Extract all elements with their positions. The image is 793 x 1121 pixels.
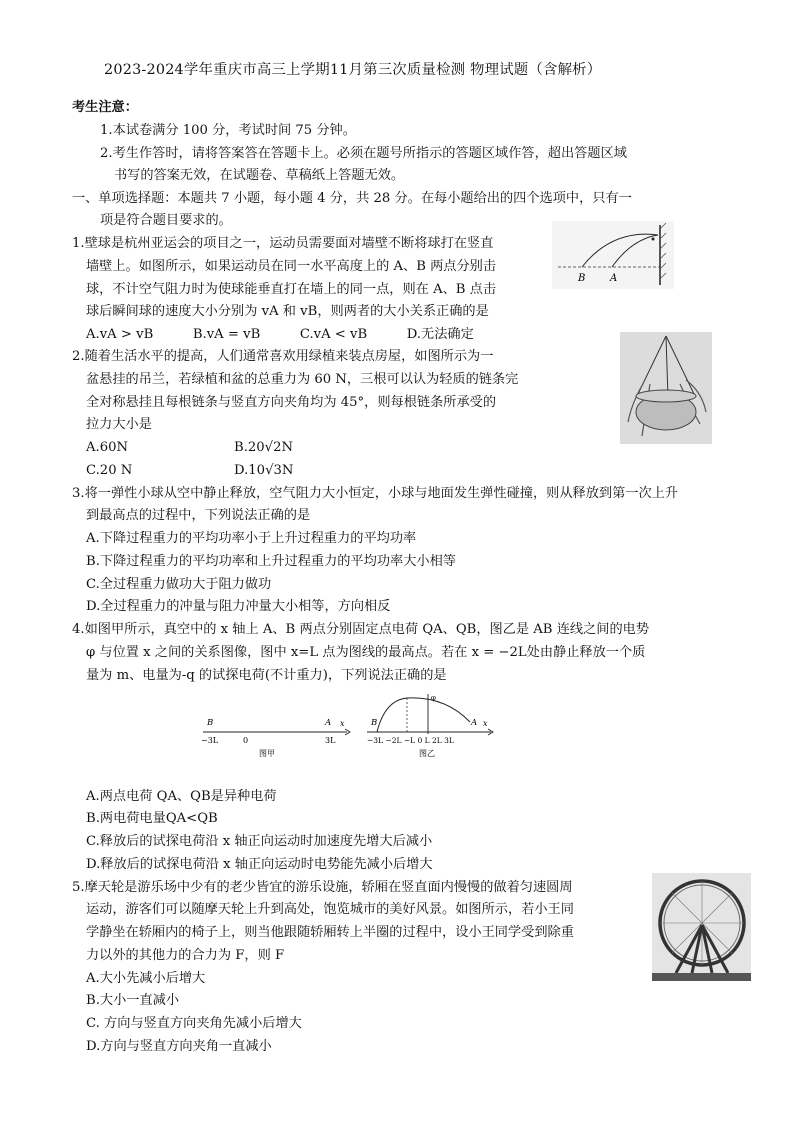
q5-option-b: B.大小一直减小 [86,993,180,1008]
notice-heading: 考生注意： [72,100,138,115]
q3-option-a: A.下降过程重力的平均功率小于上升过程重力的平均功率 [86,531,417,546]
section-heading-line2: 项是符合题目要求的。 [100,213,232,228]
q2-line1: 2.随着生活水平的提高，人们通常喜欢用绿植来装点房屋，如图所示为一 [72,349,494,364]
fig1-tick-left: −3L [201,736,219,745]
q2-option-c: C.20 N [86,463,133,478]
q1-line4: 球后瞬间球的速度大小分别为 vA 和 vB，则两者的大小关系正确的是 [86,304,489,319]
q2-option-d: D.10√3N [234,463,294,478]
q2-option-a: A.60N [86,440,129,455]
q4-option-a: A.两点电荷 QA、QB是异种电荷 [86,789,277,804]
fig1-caption: 图甲 [259,749,275,758]
fig2-ticks: −3L −2L −L 0 L 2L 3L [367,736,454,745]
q4-line3: 量为 m、电量为-q 的试探电荷(不计重力)，下列说法正确的是 [86,668,447,683]
label-a: A [610,273,618,284]
q2-hanging-plant-photo [620,332,712,444]
q3-option-b: B.下降过程重力的平均功率和上升过程重力的平均功率大小相等 [86,554,456,569]
fig1-label-a: A [325,718,332,728]
q5-line3: 学静坐在轿厢内的椅子上，则当他跟随轿厢转上半圈的过程中，设小王同学受到除重 [86,925,574,940]
q2-line4: 拉力大小是 [86,417,152,432]
q4-option-d: D.释放后的试探电荷沿 x 轴正向运动时电势能先减小后增大 [86,857,433,872]
q3-line2: 到最高点的过程中，下列说法正确的是 [86,508,311,523]
q1-options: A.vA > vB B.vA = vB C.vA < vB D.无法确定 [86,327,474,342]
fig2-label-a: A [471,718,478,728]
q5-line1: 5.摩天轮是游乐场中少有的老少皆宜的游乐设施，轿厢在竖直面内慢慢的做着匀速圆周 [72,880,573,895]
notice-item-2a: 2.考生作答时，请将答案答在答题卡上。必须在题号所指示的答题区域作答，超出答题区域 [100,146,627,161]
q2-line3: 全对称悬挂且每根链条与竖直方向夹角均为 45°，则每根链条所承受的 [86,395,497,410]
fig1-label-x: x [340,719,345,728]
q2-line2: 盆悬挂的吊兰，若绿植和盆的总重力为 60 N，三根可以认为轻质的链条完 [86,372,519,387]
q2-option-b: B.20√2N [234,440,293,455]
section-heading-line1: 一、单项选择题：本题共 7 小题，每小题 4 分，共 28 分。在每小题给出的四个选项中，只有一 [72,191,632,206]
q4-line1: 4.如图甲所示，真空中的 x 轴上 A、B 两点分别固定点电荷 QA、QB，图乙是 AB 连线之间的电势 [72,622,650,637]
q4-option-b: B.两电荷电量QA<QB [86,811,218,826]
q4-figures [195,692,495,762]
notice-item-1: 1.本试卷满分 100 分，考试时间 75 分钟。 [100,123,356,138]
q4-option-c: C.释放后的试探电荷沿 x 轴正向运动时加速度先增大后减小 [86,834,433,849]
fig1-label-b: B [207,718,214,728]
fig2-label-phi: φ [431,694,436,702]
q3-option-c: C.全过程重力做功大于阻力做功 [86,577,272,592]
q5-ferris-wheel-photo [652,873,751,981]
q1-wall-figure [552,221,674,289]
fig1-tick-right: 3L [325,736,336,745]
q5-line2: 运动，游客们可以随摩天轮上升到高处，饱览城市的美好风景。如图所示，若小王同 [86,902,574,917]
q4-line2: φ 与位置 x 之间的关系图像，图中 x=L 点为图线的最高点。若在 x = −2L处由静止释放一个质 [86,645,646,660]
q1-line3: 球，不计空气阻力时为使球能垂直打在墙上的同一点，则在 A、B 点击 [86,282,497,297]
q3-line1: 3.将一弹性小球从空中静止释放，空气阻力大小恒定，小球与地面发生弹性碰撞，则从释放到第一次上升 [72,486,679,501]
impact-point [652,238,655,241]
q1-line2: 墙壁上。如图所示，如果运动员在同一水平高度上的 A、B 两点分别击 [86,259,497,274]
fig2-caption: 图乙 [419,749,435,758]
fig2-label-b: B [371,718,378,728]
fig1-tick-zero: 0 [243,736,249,745]
q3-option-d: D.全过程重力的冲量与阻力冲量大小相等，方向相反 [86,599,391,614]
q5-option-c: C. 方向与竖直方向夹角先减小后增大 [86,1016,302,1031]
page-title: 2023-2024学年重庆市高三上学期11月第三次质量检测 物理试题（含解析） [104,62,602,78]
label-b: B [578,273,586,284]
fig2-label-x: x [483,719,488,728]
q1-line1: 1.壁球是杭州亚运会的项目之一，运动员需要面对墙壁不断将球打在竖直 [72,236,494,251]
q5-option-a: A.大小先减小后增大 [86,971,206,986]
fig2-curve [377,698,470,732]
q5-line4: 力以外的其他力的合力为 F，则 F [86,948,285,963]
q5-option-d: D.方向与竖直方向夹角一直减小 [86,1039,272,1054]
notice-item-2b: 书写的答案无效，在试题卷、草稿纸上答题无效。 [114,168,405,183]
